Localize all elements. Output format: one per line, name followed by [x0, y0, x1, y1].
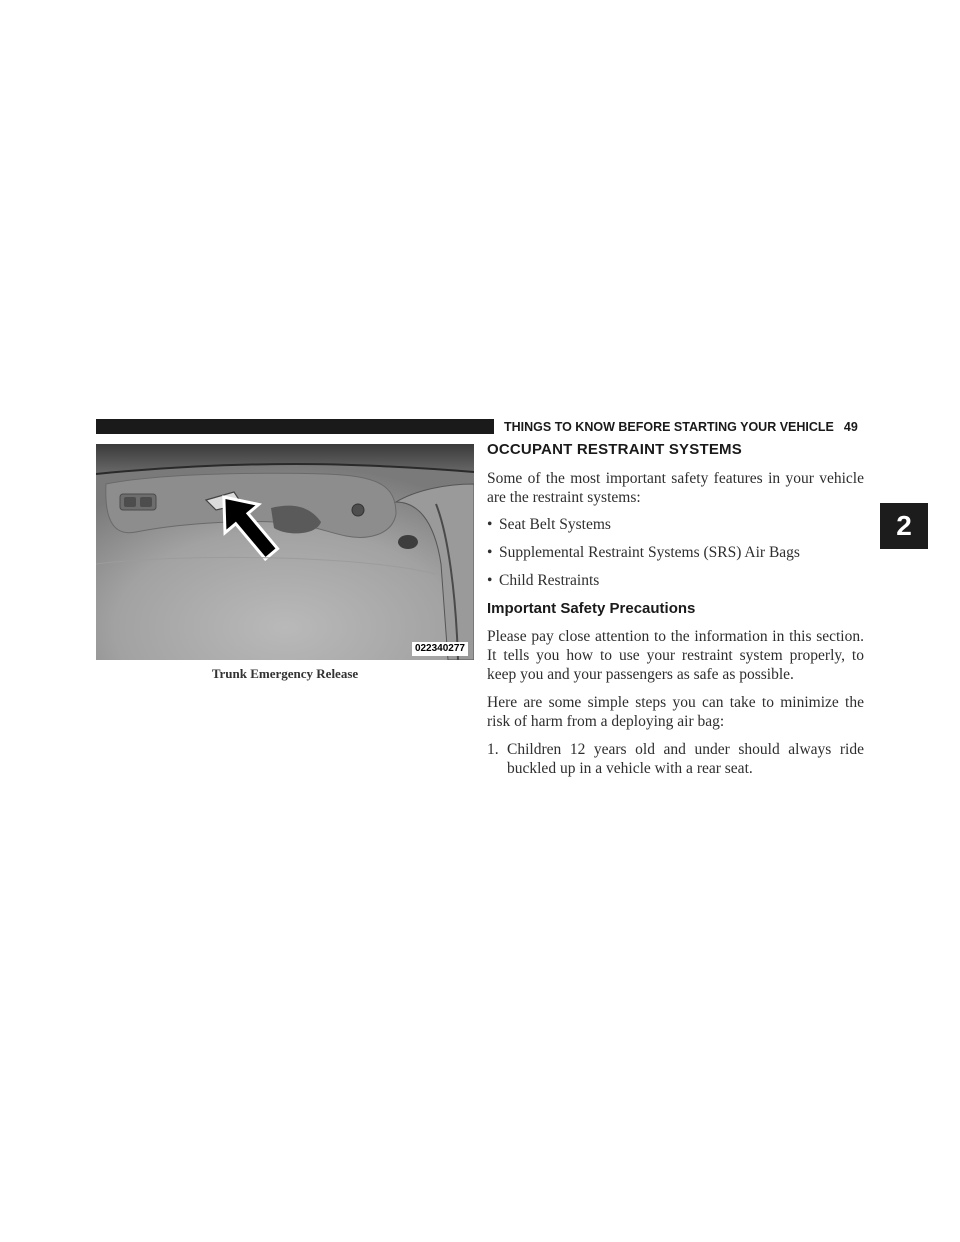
- paragraph: Here are some simple steps you can take to minimize the risk of harm from a deploying air bag:: [487, 694, 864, 730]
- chapter-tab: 2: [880, 503, 928, 549]
- bullet-item: • Seat Belt Systems: [487, 516, 611, 533]
- figure-caption: Trunk Emergency Release: [211, 666, 359, 681]
- subsection-title: Important Safety Precautions: [487, 600, 696, 617]
- text-column: [487, 440, 864, 778]
- header-rule: [96, 419, 494, 434]
- trunk-photo: [96, 444, 474, 660]
- page-number: 49: [843, 420, 858, 434]
- numbered-item: 1. Children 12 years old and under should always ride buckled up in a vehicle with a rear seat.: [487, 741, 864, 777]
- bullet-item: • Supplemental Restraint Systems (SRS) Air Bags: [487, 544, 800, 561]
- figure-code: 022340277: [412, 642, 468, 656]
- section-intro: Some of the most important safety features in your vehicle are the restraint systems:: [487, 470, 864, 506]
- header-title: THINGS TO KNOW BEFORE STARTING YOUR VEHICLE: [504, 420, 834, 434]
- bullet-item: • Child Restraints: [487, 572, 600, 589]
- running-header: [504, 418, 858, 436]
- section-title: OCCUPANT RESTRAINT SYSTEMS: [487, 441, 742, 458]
- paragraph: Please pay close attention to the information in this section. It tells you how to use your restraint system properly, to keep you and your passengers as safe as possible.: [487, 628, 864, 683]
